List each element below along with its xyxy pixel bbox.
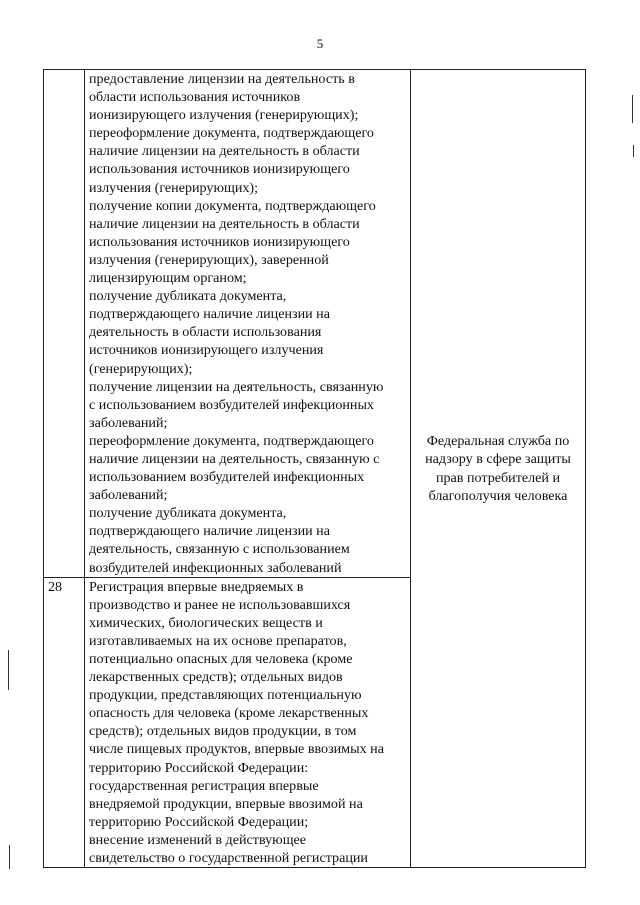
description-line: использования источников ионизирующего xyxy=(89,233,350,250)
description-line: наличие лицензии на деятельность в области xyxy=(89,215,360,232)
description-line: Регистрация впервые внедряемых в xyxy=(89,578,304,595)
description-line: заболеваний; xyxy=(89,487,168,504)
description-line: области использования источников xyxy=(89,89,301,106)
description-line: средств); отдельных видов продукции, в том xyxy=(89,723,357,740)
description-line: внедряемой продукции, впервые ввозимой на xyxy=(89,795,363,812)
description-line: переоформление документа, подтверждающего xyxy=(89,432,374,449)
agency-line: прав потребителей и xyxy=(435,469,561,486)
description-line: переоформление документа, подтверждающего xyxy=(89,125,374,142)
service-description-cell xyxy=(85,577,411,868)
description-line: территорию Российской Федерации; xyxy=(89,813,309,830)
description-line: источников ионизирующего излучения xyxy=(89,342,324,359)
description-line: деятельность в области использования xyxy=(89,324,322,341)
description-line: изготавливаемых на их основе препаратов, xyxy=(89,632,347,649)
description-line: деятельность, связанную с использованием xyxy=(89,541,350,558)
scan-edge-mark xyxy=(633,145,634,157)
description-line: использованием возбудителей инфекционных xyxy=(89,469,365,486)
description-line: лекарственных средств); отдельных видов xyxy=(89,669,343,686)
services-table xyxy=(43,69,586,868)
description-line: возбудителей инфекционных заболеваний xyxy=(89,559,342,576)
scan-edge-mark xyxy=(8,650,9,690)
row-number-cell: 28 xyxy=(44,577,85,868)
description-line: получение дубликата документа, xyxy=(89,288,287,305)
description-line: продукции, представляющих потенциальную xyxy=(89,687,362,704)
agency-line: надзору в сфере защиты xyxy=(425,451,571,468)
page-number: 5 xyxy=(316,36,324,51)
description-line: излучения (генерирующих), заверенной xyxy=(89,251,329,268)
agency-line: благополучия человека xyxy=(428,487,568,504)
description-line: территорию Российской Федерации: xyxy=(89,759,309,776)
description-line: государственная регистрация впервые xyxy=(89,777,319,794)
agency-line: Федеральная служба по xyxy=(426,433,570,450)
description-line: лицензирующим органом; xyxy=(89,270,247,287)
description-line: (генерирующих); xyxy=(89,360,193,377)
description-line: числе пищевых продуктов, впервые ввозимых на xyxy=(89,741,384,758)
description-line: излучения (генерирующих); xyxy=(89,179,259,196)
description-line: свидетельство о государственной регистрации xyxy=(89,850,368,867)
scan-edge-mark xyxy=(632,95,633,123)
description-line: получение лицензии на деятельность, связанную xyxy=(89,378,384,395)
description-line: подтверждающего наличие лицензии на xyxy=(89,306,330,323)
responsible-agency-cell xyxy=(411,70,586,868)
description-line: предоставление лицензии на деятельность в xyxy=(89,71,355,87)
description-line: получение дубликата документа, xyxy=(89,505,287,522)
service-description-cell xyxy=(85,70,411,578)
description-line: ионизирующего излучения (генерирующих); xyxy=(89,107,359,124)
row-number-cell xyxy=(44,70,85,578)
description-line: химических, биологических веществ и xyxy=(89,614,323,631)
description-line: с использованием возбудителей инфекционных xyxy=(89,396,374,413)
description-line: наличие лицензии на деятельность, связанную с xyxy=(89,450,380,467)
description-line: наличие лицензии на деятельность в области xyxy=(89,143,360,160)
description-line: внесение изменений в действующее xyxy=(89,831,307,848)
description-line: использования источников ионизирующего xyxy=(89,161,350,178)
description-line: потенциально опасных для человека (кроме xyxy=(89,651,353,667)
description-line: опасность для человека (кроме лекарственных xyxy=(89,705,369,722)
description-line: заболеваний; xyxy=(89,414,168,431)
description-line: производство и ранее не использовавшихся xyxy=(89,596,351,613)
description-line: получение копии документа, подтверждающего xyxy=(89,197,376,214)
description-line: подтверждающего наличие лицензии на xyxy=(89,523,330,540)
table-row-continuation xyxy=(44,70,586,578)
scan-edge-mark xyxy=(9,845,10,869)
